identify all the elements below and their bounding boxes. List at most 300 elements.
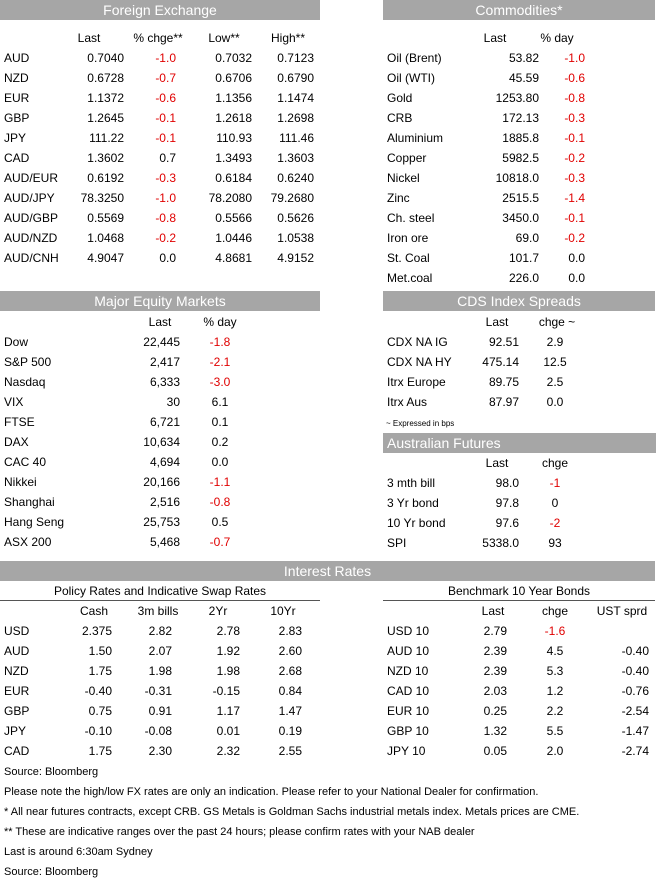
fx-cell: 0.6790 (277, 71, 314, 85)
bonds-cell: -0.40 (621, 664, 649, 678)
fx-row (0, 228, 320, 248)
equity-row-label: Shanghai (4, 495, 55, 509)
cds-row-label: Itrx Europe (387, 375, 446, 389)
bonds-cell: -1.47 (621, 724, 649, 738)
bonds-row-label: EUR 10 (387, 704, 430, 718)
fx-cell: 0.5569 (87, 211, 124, 225)
commodities-row-label: Gold (387, 91, 413, 105)
bonds-row-label: JPY 10 (387, 744, 426, 758)
policy-cell: 2.82 (148, 624, 172, 638)
fx-cell: 1.0468 (87, 231, 124, 245)
fx-cell: 0.7032 (215, 51, 252, 65)
fx-cell: 0.6184 (215, 171, 252, 185)
equity-cell: -0.8 (209, 495, 231, 509)
policy-row-label: USD (4, 624, 30, 638)
commodities-header: Commodities* (383, 0, 655, 20)
equity-row (0, 492, 320, 512)
commodities-cell: -1.0 (564, 51, 585, 65)
commodities-row-label: Copper (387, 151, 427, 165)
equity-cell: -0.7 (209, 535, 231, 549)
commodities-cell: 172.13 (502, 111, 539, 125)
policy-row-label: EUR (4, 684, 30, 698)
fx-cell: 0.7 (159, 151, 176, 165)
commodities-cell: -0.1 (564, 211, 585, 225)
fx-cell: -0.3 (155, 171, 176, 185)
commodities-cell: 101.7 (508, 251, 539, 265)
fx-cell: 1.2698 (277, 111, 314, 125)
equity-row-label: S&P 500 (4, 355, 52, 369)
commodities-col-header: Last (483, 31, 507, 45)
fx-column-header-row (0, 28, 320, 48)
commodities-cell: 5982.5 (502, 151, 539, 165)
policy-row-label: NZD (4, 664, 29, 678)
bonds-row (383, 641, 655, 661)
equity-row-label: DAX (4, 435, 29, 449)
fx-row-label: JPY (4, 131, 27, 145)
equity-row-label: Dow (4, 335, 29, 349)
equity-cell: -1.1 (209, 475, 231, 489)
equity-cell: 22,445 (143, 335, 180, 349)
futures-cell: -1 (549, 476, 561, 490)
policy-col-header: 3m bills (137, 604, 179, 618)
commodities-row (383, 108, 655, 128)
bonds-cell: 5.3 (546, 664, 564, 678)
fx-col-header: High** (270, 31, 306, 45)
cds-cell: 89.75 (488, 375, 519, 389)
bonds-col-header: chge (541, 604, 569, 618)
equity-row-label: FTSE (4, 415, 35, 429)
fx-cell: 1.3602 (87, 151, 124, 165)
equity-row (0, 532, 320, 552)
bonds-cell: -0.76 (621, 684, 649, 698)
commodities-cell: 3450.0 (502, 211, 539, 225)
commodities-row (383, 48, 655, 68)
fx-cell: 0.6240 (277, 171, 314, 185)
bonds-col-header: Last (481, 604, 505, 618)
bonds-row-label: USD 10 (387, 624, 430, 638)
commodities-cell: 0.0 (568, 251, 585, 265)
cds-row (383, 352, 655, 372)
footnote-source-2: Source: Bloomberg (4, 866, 99, 878)
bonds-cell: 5.5 (546, 724, 564, 738)
commodities-cell: -0.6 (564, 71, 585, 85)
fx-row-label: AUD/GBP (4, 211, 59, 225)
cds-column-header-row (383, 312, 655, 332)
fx-row (0, 168, 320, 188)
bonds-row-label: CAD 10 (387, 684, 430, 698)
policy-cell: 2.375 (81, 624, 112, 638)
policy-col-header: Cash (79, 604, 108, 618)
fx-cell: 78.3250 (80, 191, 124, 205)
equity-row (0, 412, 320, 432)
policy-cell: 2.78 (216, 624, 240, 638)
futures-cell: 97.6 (495, 516, 519, 530)
cds-row (383, 392, 655, 412)
equity-row-label: VIX (4, 395, 24, 409)
fx-row (0, 88, 320, 108)
commodities-row-label: Oil (Brent) (387, 51, 442, 65)
equity-cell: 0.5 (211, 515, 229, 529)
cds-row-label: CDX NA HY (387, 355, 452, 369)
equity-cell: 4,694 (149, 455, 180, 469)
equity-row (0, 352, 320, 372)
commodities-row (383, 228, 655, 248)
futures-row-label: SPI (387, 536, 407, 550)
equity-cell: -1.8 (209, 335, 231, 349)
commodities-column-header-row (383, 28, 655, 48)
bonds-cell: 2.03 (483, 684, 507, 698)
policy-cell: 2.68 (278, 664, 302, 678)
fx-cell: -0.8 (155, 211, 176, 225)
equity-row (0, 392, 320, 412)
fx-cell: 0.6706 (215, 71, 252, 85)
equity-column-header-row (0, 312, 320, 332)
cds-col-header: chge ~ (538, 315, 576, 329)
commodities-cell: 0.0 (568, 271, 585, 285)
futures-row (383, 513, 655, 533)
commodities-cell: 226.0 (508, 271, 539, 285)
cds-row (383, 332, 655, 352)
equity-row (0, 452, 320, 472)
policy-col-header: 2Yr (208, 604, 228, 618)
cds-row-label: Itrx Aus (387, 395, 428, 409)
fx-cell: -1.0 (155, 51, 176, 65)
fx-row (0, 148, 320, 168)
footnote-fx: Please note the high/low FX rates are only an indication. Please refer to your National Dealer for confirmation. (4, 786, 539, 798)
bonds-row (383, 681, 655, 701)
equity-cell: 2,417 (149, 355, 180, 369)
commodities-row (383, 68, 655, 88)
bonds-row (383, 661, 655, 681)
fx-row (0, 48, 320, 68)
fx-col-header: Last (77, 31, 101, 45)
bonds-row-label: NZD 10 (387, 664, 429, 678)
policy-cell: 2.55 (278, 744, 302, 758)
futures-cell: 98.0 (495, 476, 519, 490)
commodities-row (383, 168, 655, 188)
footnote-source-1: Source: Bloomberg (4, 766, 99, 778)
equity-row (0, 372, 320, 392)
equity-cell: 0.1 (211, 415, 229, 429)
policy-cell: -0.10 (84, 724, 112, 738)
equity-row-label: Nikkei (4, 475, 37, 489)
policy-cell: 1.98 (216, 664, 240, 678)
fx-cell: 110.93 (216, 131, 252, 145)
fx-cell: -0.7 (155, 71, 176, 85)
futures-row-label: 3 Yr bond (387, 496, 439, 510)
policy-cell: 0.84 (278, 684, 302, 698)
fx-cell: 111.22 (89, 131, 124, 145)
equity-cell: 6.1 (211, 395, 229, 409)
fx-row (0, 208, 320, 228)
equity-col-header: Last (148, 315, 172, 329)
fx-cell: 1.0538 (277, 231, 314, 245)
futures-cell: 97.8 (495, 496, 519, 510)
policy-cell: 1.92 (216, 644, 240, 658)
commodities-cell: -0.8 (564, 91, 585, 105)
fx-cell: 78.2080 (208, 191, 252, 205)
fx-col-header: % chge** (133, 31, 183, 45)
fx-cell: 1.2618 (215, 111, 252, 125)
fx-row-label: AUD/JPY (4, 191, 55, 205)
futures-row-label: 10 Yr bond (387, 516, 446, 530)
bonds-cell: 2.0 (546, 744, 564, 758)
policy-cell: 2.60 (278, 644, 302, 658)
interest-header: Interest Rates (0, 561, 655, 581)
policy-row (0, 701, 320, 721)
futures-cell: 93 (548, 536, 562, 550)
commodities-col-header: % day (540, 31, 574, 45)
commodities-row-label: Aluminium (387, 131, 444, 145)
fx-row-label: GBP (4, 111, 30, 125)
commodities-cell: -0.2 (564, 151, 585, 165)
equity-row-label: ASX 200 (4, 535, 52, 549)
cds-cell: 2.9 (546, 335, 564, 349)
futures-row-label: 3 mth bill (387, 476, 436, 490)
commodities-cell: -0.1 (564, 131, 585, 145)
policy-row-label: AUD (4, 644, 30, 658)
policy-cell: -0.15 (212, 684, 240, 698)
fx-row-label: AUD/EUR (4, 171, 59, 185)
policy-col-header: 10Yr (270, 604, 296, 618)
bonds-col-header: UST sprd (596, 604, 648, 618)
cds-cell: 475.14 (482, 355, 519, 369)
footnote-time: Last is around 6:30am Sydney (4, 846, 153, 858)
futures-header: Australian Futures (383, 433, 656, 453)
equity-cell: 5,468 (149, 535, 180, 549)
equity-col-header: % day (203, 315, 237, 329)
fx-cell: 0.0 (159, 251, 176, 265)
policy-cell: 1.47 (278, 704, 302, 718)
commodities-row (383, 208, 655, 228)
commodities-row-label: Iron ore (387, 231, 429, 245)
commodities-cell: 10818.0 (495, 171, 539, 185)
fx-cell: -0.2 (155, 231, 176, 245)
policy-row (0, 641, 320, 661)
commodities-row (383, 188, 655, 208)
futures-col-header: Last (485, 456, 509, 470)
fx-row (0, 248, 320, 268)
fx-cell: 0.6192 (87, 171, 124, 185)
futures-row (383, 533, 655, 553)
cds-row (383, 372, 655, 392)
futures-column-header-row (383, 453, 655, 473)
fx-row (0, 108, 320, 128)
fx-cell: -0.1 (155, 131, 176, 145)
bonds-cell: 0.25 (483, 704, 507, 718)
bonds-cell: -1.6 (544, 624, 566, 638)
equity-row (0, 432, 320, 452)
policy-cell: 1.17 (216, 704, 240, 718)
policy-row (0, 681, 320, 701)
commodities-row (383, 148, 655, 168)
fx-col-header: Low** (208, 31, 240, 45)
fx-cell: 0.5626 (277, 211, 314, 225)
equity-cell: 0.0 (211, 455, 229, 469)
equity-cell: 10,634 (143, 435, 180, 449)
fx-row-label: NZD (4, 71, 29, 85)
commodities-cell: -0.3 (564, 111, 585, 125)
policy-row (0, 721, 320, 741)
equity-row (0, 512, 320, 532)
cds-cell: 92.51 (488, 335, 519, 349)
commodities-row-label: Zinc (387, 191, 410, 205)
policy-cell: 2.30 (148, 744, 172, 758)
fx-row (0, 68, 320, 88)
equity-cell: 25,753 (143, 515, 180, 529)
bonds-cell: -2.74 (621, 744, 649, 758)
equity-cell: 0.2 (211, 435, 229, 449)
policy-cell: 1.75 (88, 664, 112, 678)
footnote-futures: * All near futures contracts, except CRB. GS Metals is Goldman Sachs industrial metals index. Metals prices are CME. (4, 806, 580, 818)
bonds-row-label: AUD 10 (387, 644, 430, 658)
equity-cell: 20,166 (143, 475, 180, 489)
bonds-cell: 4.5 (546, 644, 564, 658)
equity-cell: -2.1 (209, 355, 231, 369)
cds-cell: 2.5 (546, 375, 564, 389)
fx-row-label: CAD (4, 151, 30, 165)
policy-column-header-row (0, 601, 320, 621)
cds-header: CDS Index Spreads (383, 291, 655, 311)
fx-cell: 111.46 (279, 131, 314, 145)
fx-row (0, 188, 320, 208)
fx-cell: -0.1 (155, 111, 176, 125)
equity-cell: 2,516 (149, 495, 180, 509)
policy-cell: -0.08 (144, 724, 172, 738)
equity-row (0, 332, 320, 352)
equity-row-label: CAC 40 (4, 455, 47, 469)
equity-row-label: Nasdaq (4, 375, 46, 389)
cds-cell: 0.0 (546, 395, 564, 409)
policy-cell: 0.01 (216, 724, 240, 738)
bonds-cell: 1.2 (546, 684, 564, 698)
futures-row (383, 493, 655, 513)
policy-row-label: JPY (4, 724, 27, 738)
fx-cell: 0.5566 (215, 211, 252, 225)
fx-row (0, 128, 320, 148)
equity-cell: 6,333 (149, 375, 180, 389)
commodities-cell: 53.82 (508, 51, 539, 65)
fx-row-label: AUD/NZD (4, 231, 58, 245)
fx-cell: 1.1356 (215, 91, 252, 105)
commodities-cell: 2515.5 (502, 191, 539, 205)
policy-cell: 0.91 (148, 704, 172, 718)
commodities-cell: 1253.80 (495, 91, 539, 105)
bonds-row (383, 741, 655, 761)
commodities-row-label: Met.coal (387, 271, 433, 285)
commodities-row (383, 128, 655, 148)
policy-row (0, 741, 320, 761)
cds-cell: 87.97 (488, 395, 519, 409)
fx-cell: 1.1372 (87, 91, 124, 105)
policy-row (0, 621, 320, 641)
bonds-row (383, 621, 655, 641)
futures-col-header: chge (541, 456, 569, 470)
bonds-cell: 2.2 (546, 704, 564, 718)
policy-row (0, 661, 320, 681)
commodities-row-label: Oil (WTI) (387, 71, 435, 85)
equity-cell: 6,721 (149, 415, 180, 429)
commodities-row-label: Nickel (387, 171, 420, 185)
policy-cell: 1.50 (88, 644, 112, 658)
fx-cell: 4.8681 (215, 251, 252, 265)
policy-row-label: CAD (4, 744, 30, 758)
commodities-row (383, 88, 655, 108)
bonds-cell: 1.32 (483, 724, 507, 738)
equity-cell: -3.0 (209, 375, 231, 389)
fx-row-label: EUR (4, 91, 30, 105)
fx-cell: -1.0 (155, 191, 176, 205)
commodities-row (383, 268, 655, 288)
policy-cell: 1.98 (148, 664, 172, 678)
fx-cell: 1.3493 (215, 151, 252, 165)
futures-cell: -2 (549, 516, 561, 530)
commodities-cell: -0.2 (564, 231, 585, 245)
commodities-row-label: St. Coal (387, 251, 430, 265)
commodities-row-label: CRB (387, 111, 413, 125)
bonds-cell: 0.05 (483, 744, 507, 758)
footnote-ranges: ** These are indicative ranges over the past 24 hours; please confirm rates with your NAB dealer (4, 826, 475, 838)
policy-row-label: GBP (4, 704, 30, 718)
bonds-row-label: GBP 10 (387, 724, 429, 738)
commodities-row (383, 248, 655, 268)
policy-cell: 2.32 (216, 744, 240, 758)
fx-cell: 4.9152 (277, 251, 314, 265)
policy-cell: 2.83 (278, 624, 302, 638)
fx-cell: 0.7123 (277, 51, 314, 65)
cds-cell: 12.5 (543, 355, 567, 369)
policy-cell: 0.75 (88, 704, 112, 718)
commodities-row-label: Ch. steel (387, 211, 435, 225)
policy-cell: 2.07 (148, 644, 172, 658)
cds-col-header: Last (485, 315, 509, 329)
bonds-row (383, 721, 655, 741)
cds-row-label: CDX NA IG (387, 335, 448, 349)
commodities-cell: -1.4 (564, 191, 585, 205)
fx-cell: 1.3603 (277, 151, 314, 165)
fx-cell: 1.1474 (277, 91, 314, 105)
commodities-cell: 45.59 (508, 71, 539, 85)
policy-subtitle: Policy Rates and Indicative Swap Rates (53, 584, 267, 598)
bonds-cell: 2.39 (483, 664, 507, 678)
futures-cell: 0 (551, 496, 559, 510)
fx-cell: 4.9047 (87, 251, 124, 265)
fx-cell: 0.7040 (87, 51, 124, 65)
futures-cell: 5338.0 (482, 536, 519, 550)
policy-cell: 0.19 (278, 724, 302, 738)
commodities-cell: 1885.8 (502, 131, 539, 145)
bonds-subtitle: Benchmark 10 Year Bonds (447, 584, 591, 598)
policy-cell: -0.40 (84, 684, 112, 698)
equity-header: Major Equity Markets (0, 291, 320, 311)
fx-row-label: AUD (4, 51, 30, 65)
equity-cell: 30 (166, 395, 180, 409)
bonds-cell: -0.40 (621, 644, 649, 658)
policy-cell: 1.75 (88, 744, 112, 758)
bonds-cell: 2.39 (483, 644, 507, 658)
fx-header: Foreign Exchange (0, 0, 320, 20)
bonds-row (383, 701, 655, 721)
policy-cell: -0.31 (144, 684, 172, 698)
fx-cell: 0.6728 (87, 71, 124, 85)
fx-cell: 1.2645 (87, 111, 124, 125)
equity-row-label: Hang Seng (4, 515, 65, 529)
commodities-cell: 69.0 (515, 231, 539, 245)
fx-cell: -0.6 (155, 91, 176, 105)
cds-note: ~ Expressed in bps (386, 419, 455, 428)
fx-cell: 1.0446 (215, 231, 252, 245)
equity-row (0, 472, 320, 492)
